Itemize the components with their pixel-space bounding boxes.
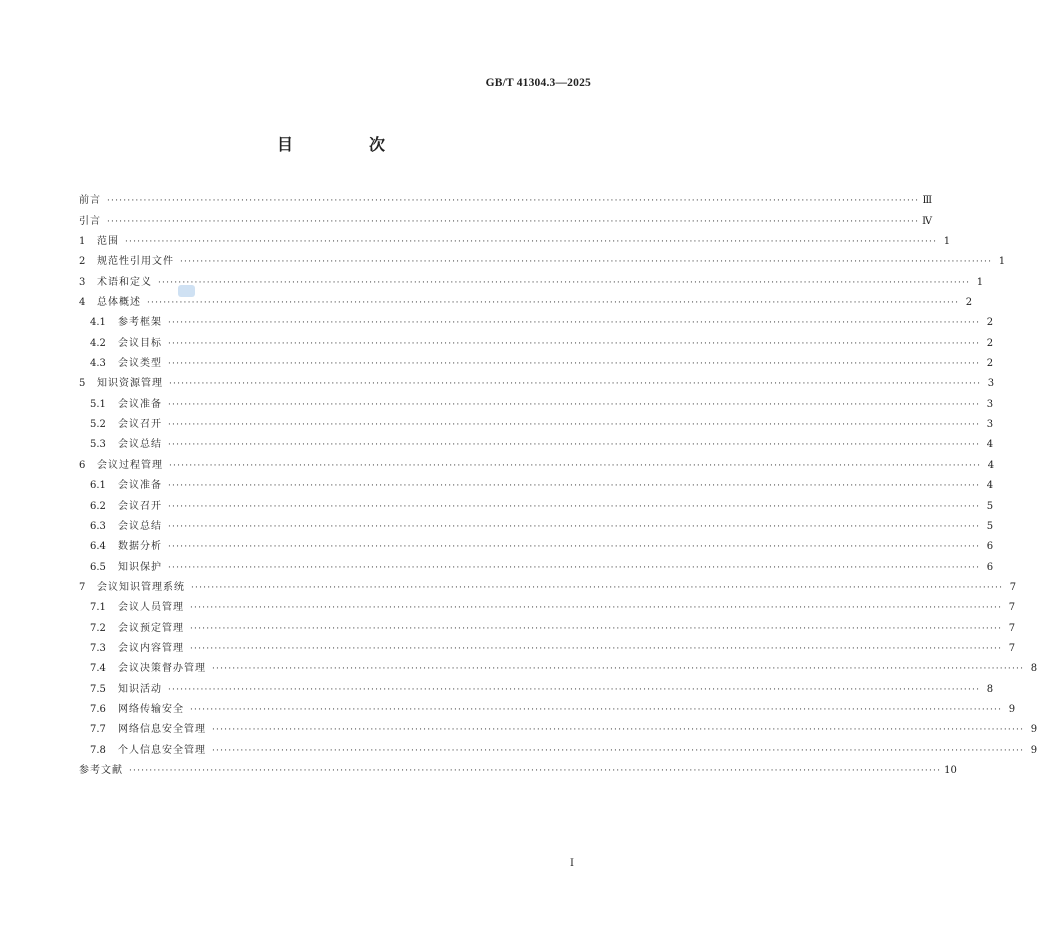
toc-entry[interactable] [79,514,994,534]
toc-entry-page: 9 [1030,744,1037,756]
toc-entry-page: 7 [1008,602,1016,614]
toc-entry[interactable] [79,737,1037,757]
toc-entry[interactable] [79,188,933,208]
toc-entry-number: 7.3 [90,642,106,654]
toc-entry[interactable] [79,717,1037,737]
table-of-contents [79,188,1037,778]
toc-entry[interactable] [79,351,994,371]
toc-entry-label: 参考框架 [118,317,162,329]
toc-entry-page: 1 [998,256,1006,268]
toc-dot-leader: ········································································································································································································ [168,521,981,532]
toc-entry-label: 前言 [79,195,101,207]
toc-entry-label: 规范性引用文件 [97,256,174,268]
toc-entry[interactable] [79,615,1016,635]
toc-entry-label: 会议过程管理 [97,459,163,471]
toc-dot-leader: ········································································································································································································ [129,765,942,776]
toc-entry-page: 6 [986,541,994,553]
toc-dot-leader: ········································································································································································································ [147,298,960,309]
toc-entry-page: 3 [987,378,995,390]
toc-entry-label: 知识保护 [118,561,162,573]
toc-entry-number: 4.3 [90,358,106,370]
toc-entry[interactable] [79,310,994,330]
toc-entry-page: 3 [986,419,994,431]
toc-dot-leader: ········································································································································································································ [125,237,938,248]
toc-entry-page: 9 [1008,703,1016,715]
toc-entry-number: 4 [79,297,86,309]
toc-entry-page: 4 [986,439,994,451]
toc-entry-page: 6 [986,561,994,573]
toc-entry[interactable] [79,269,984,289]
toc-entry-page: 9 [1030,724,1037,736]
toc-entry-label: 会议预定管理 [118,622,184,634]
toc-entry-number: 7.5 [90,683,106,695]
toc-entry-label: 会议准备 [118,398,162,410]
toc-dot-leader: ········································································································································································································ [168,542,981,553]
toc-entry-page: 8 [1030,663,1037,675]
toc-entry-page: 7 [1008,642,1016,654]
toc-entry-page: Ⅲ [922,195,933,207]
toc-entry-number: 7.1 [90,602,106,614]
toc-entry-number: 5.2 [90,419,106,431]
toc-entry[interactable] [79,208,933,228]
toc-entry-label: 范围 [97,236,119,248]
toc-dot-leader: ········································································································································································································ [190,603,1003,614]
toc-entry[interactable] [79,534,994,554]
toc-entry-page: Ⅳ [922,215,933,227]
toc-dot-leader: ········································································································································································································ [168,501,981,512]
toc-entry-page: 7 [1009,581,1017,593]
toc-entry-page: 2 [986,337,994,349]
toc-entry-number: 3 [79,276,86,288]
toc-dot-leader: ········································································································································································································ [191,582,1004,593]
toc-dot-leader: ········································································································································································································ [168,420,981,431]
toc-entry[interactable] [79,758,957,778]
toc-entry-page: 5 [986,520,994,532]
page-title: 目 次 [276,135,415,154]
toc-entry-number: 7.7 [90,724,106,736]
toc-dot-leader: ········································································································································································································ [169,460,982,471]
toc-entry-label: 会议人员管理 [118,602,184,614]
toc-entry[interactable] [79,229,951,249]
toc-entry[interactable] [79,391,994,411]
toc-entry-number: 7.2 [90,622,106,634]
toc-dot-leader: ········································································································································································································ [107,216,920,227]
toc-entry-number: 5.3 [90,439,106,451]
toc-entry-page: 4 [986,480,994,492]
toc-entry[interactable] [79,473,994,493]
toc-entry-label: 网络信息安全管理 [118,724,206,736]
toc-dot-leader: ········································································································································································································ [168,318,981,329]
toc-entry-number: 6.3 [90,520,106,532]
toc-entry[interactable] [79,493,994,513]
toc-entry-label: 总体概述 [97,297,141,309]
toc-entry-page: 2 [965,297,973,309]
toc-entry[interactable] [79,554,994,574]
toc-entry-number: 6.2 [90,500,106,512]
toc-entry-label: 会议准备 [118,480,162,492]
toc-entry-number: 6.1 [90,480,106,492]
toc-dot-leader: ········································································································································································································ [168,481,981,492]
toc-dot-leader: ········································································································································································································ [107,196,920,207]
toc-entry[interactable] [79,452,995,472]
toc-entry-page: 1 [943,236,951,248]
toc-entry-number: 5 [79,378,86,390]
toc-entry-label: 会议召开 [118,500,162,512]
toc-entry-label: 会议内容管理 [118,642,184,654]
toc-entry-label: 会议总结 [118,520,162,532]
toc-entry[interactable] [79,656,1037,676]
toc-entry[interactable] [79,249,1006,269]
toc-entry-number: 2 [79,256,86,268]
toc-dot-leader: ········································································································································································································ [212,725,1025,736]
toc-entry-label: 知识资源管理 [97,378,163,390]
toc-dot-leader: ········································································································································································································ [158,277,971,288]
toc-entry-label: 数据分析 [118,541,162,553]
toc-entry-number: 1 [79,236,86,248]
page-number: Ⅰ [570,858,574,869]
toc-dot-leader: ········································································································································································································ [190,704,1003,715]
toc-entry[interactable] [79,676,994,696]
toc-entry-number: 7.6 [90,703,106,715]
toc-entry-label: 知识活动 [118,683,162,695]
toc-entry-number: 7.8 [90,744,106,756]
toc-entry-number: 6.4 [90,541,106,553]
toc-entry-number: 4.2 [90,337,106,349]
toc-entry[interactable] [79,697,1016,717]
toc-entry[interactable] [79,595,1016,615]
toc-entry-page: 2 [986,317,994,329]
toc-entry-number: 4.1 [90,317,106,329]
toc-entry-page: 8 [986,683,994,695]
toc-dot-leader: ········································································································································································································ [190,643,1003,654]
toc-entry[interactable] [79,412,994,432]
toc-entry[interactable] [79,636,1016,656]
toc-entry-page: 10 [944,764,957,776]
toc-entry-label: 会议目标 [118,337,162,349]
toc-entry-page: 7 [1008,622,1016,634]
toc-entry-label: 会议类型 [118,358,162,370]
toc-dot-leader: ········································································································································································································ [168,399,981,410]
toc-dot-leader: ········································································································································································································ [180,257,993,268]
toc-entry-label: 会议召开 [118,419,162,431]
toc-entry-page: 1 [976,276,984,288]
toc-entry-label: 术语和定义 [97,276,152,288]
toc-dot-leader: ········································································································································································································ [190,623,1003,634]
toc-entry-page: 5 [986,500,994,512]
toc-entry-label: 网络传输安全 [118,703,184,715]
toc-entry-number: 5.1 [90,398,106,410]
toc-entry-label: 会议决策督办管理 [118,663,206,675]
toc-entry[interactable] [79,432,994,452]
toc-dot-leader: ········································································································································································································ [168,440,981,451]
toc-dot-leader: ········································································································································································································ [168,338,981,349]
standard-code: GB/T 41304.3—2025 [485,77,591,89]
toc-entry-number: 6 [79,459,86,471]
toc-entry[interactable] [79,290,973,310]
toc-dot-leader: ········································································································································································································ [212,745,1025,756]
toc-entry-number: 7.4 [90,663,106,675]
toc-dot-leader: ········································································································································································································ [168,684,981,695]
toc-entry[interactable] [79,330,994,350]
toc-entry-label: 会议知识管理系统 [97,581,185,593]
toc-entry-page: 3 [986,398,994,410]
toc-entry-page: 2 [986,358,994,370]
toc-dot-leader: ········································································································································································································ [169,379,982,390]
toc-entry-number: 7 [79,581,86,593]
toc-dot-leader: ········································································································································································································ [212,664,1025,675]
toc-entry[interactable] [79,575,1017,595]
toc-entry-label: 参考文献 [79,764,123,776]
toc-entry[interactable] [79,371,995,391]
toc-dot-leader: ········································································································································································································ [168,359,981,370]
toc-entry-label: 个人信息安全管理 [118,744,206,756]
toc-entry-number: 6.5 [90,561,106,573]
toc-entry-label: 引言 [79,215,101,227]
toc-dot-leader: ········································································································································································································ [168,562,981,573]
toc-entry-label: 会议总结 [118,439,162,451]
toc-entry-page: 4 [987,459,995,471]
